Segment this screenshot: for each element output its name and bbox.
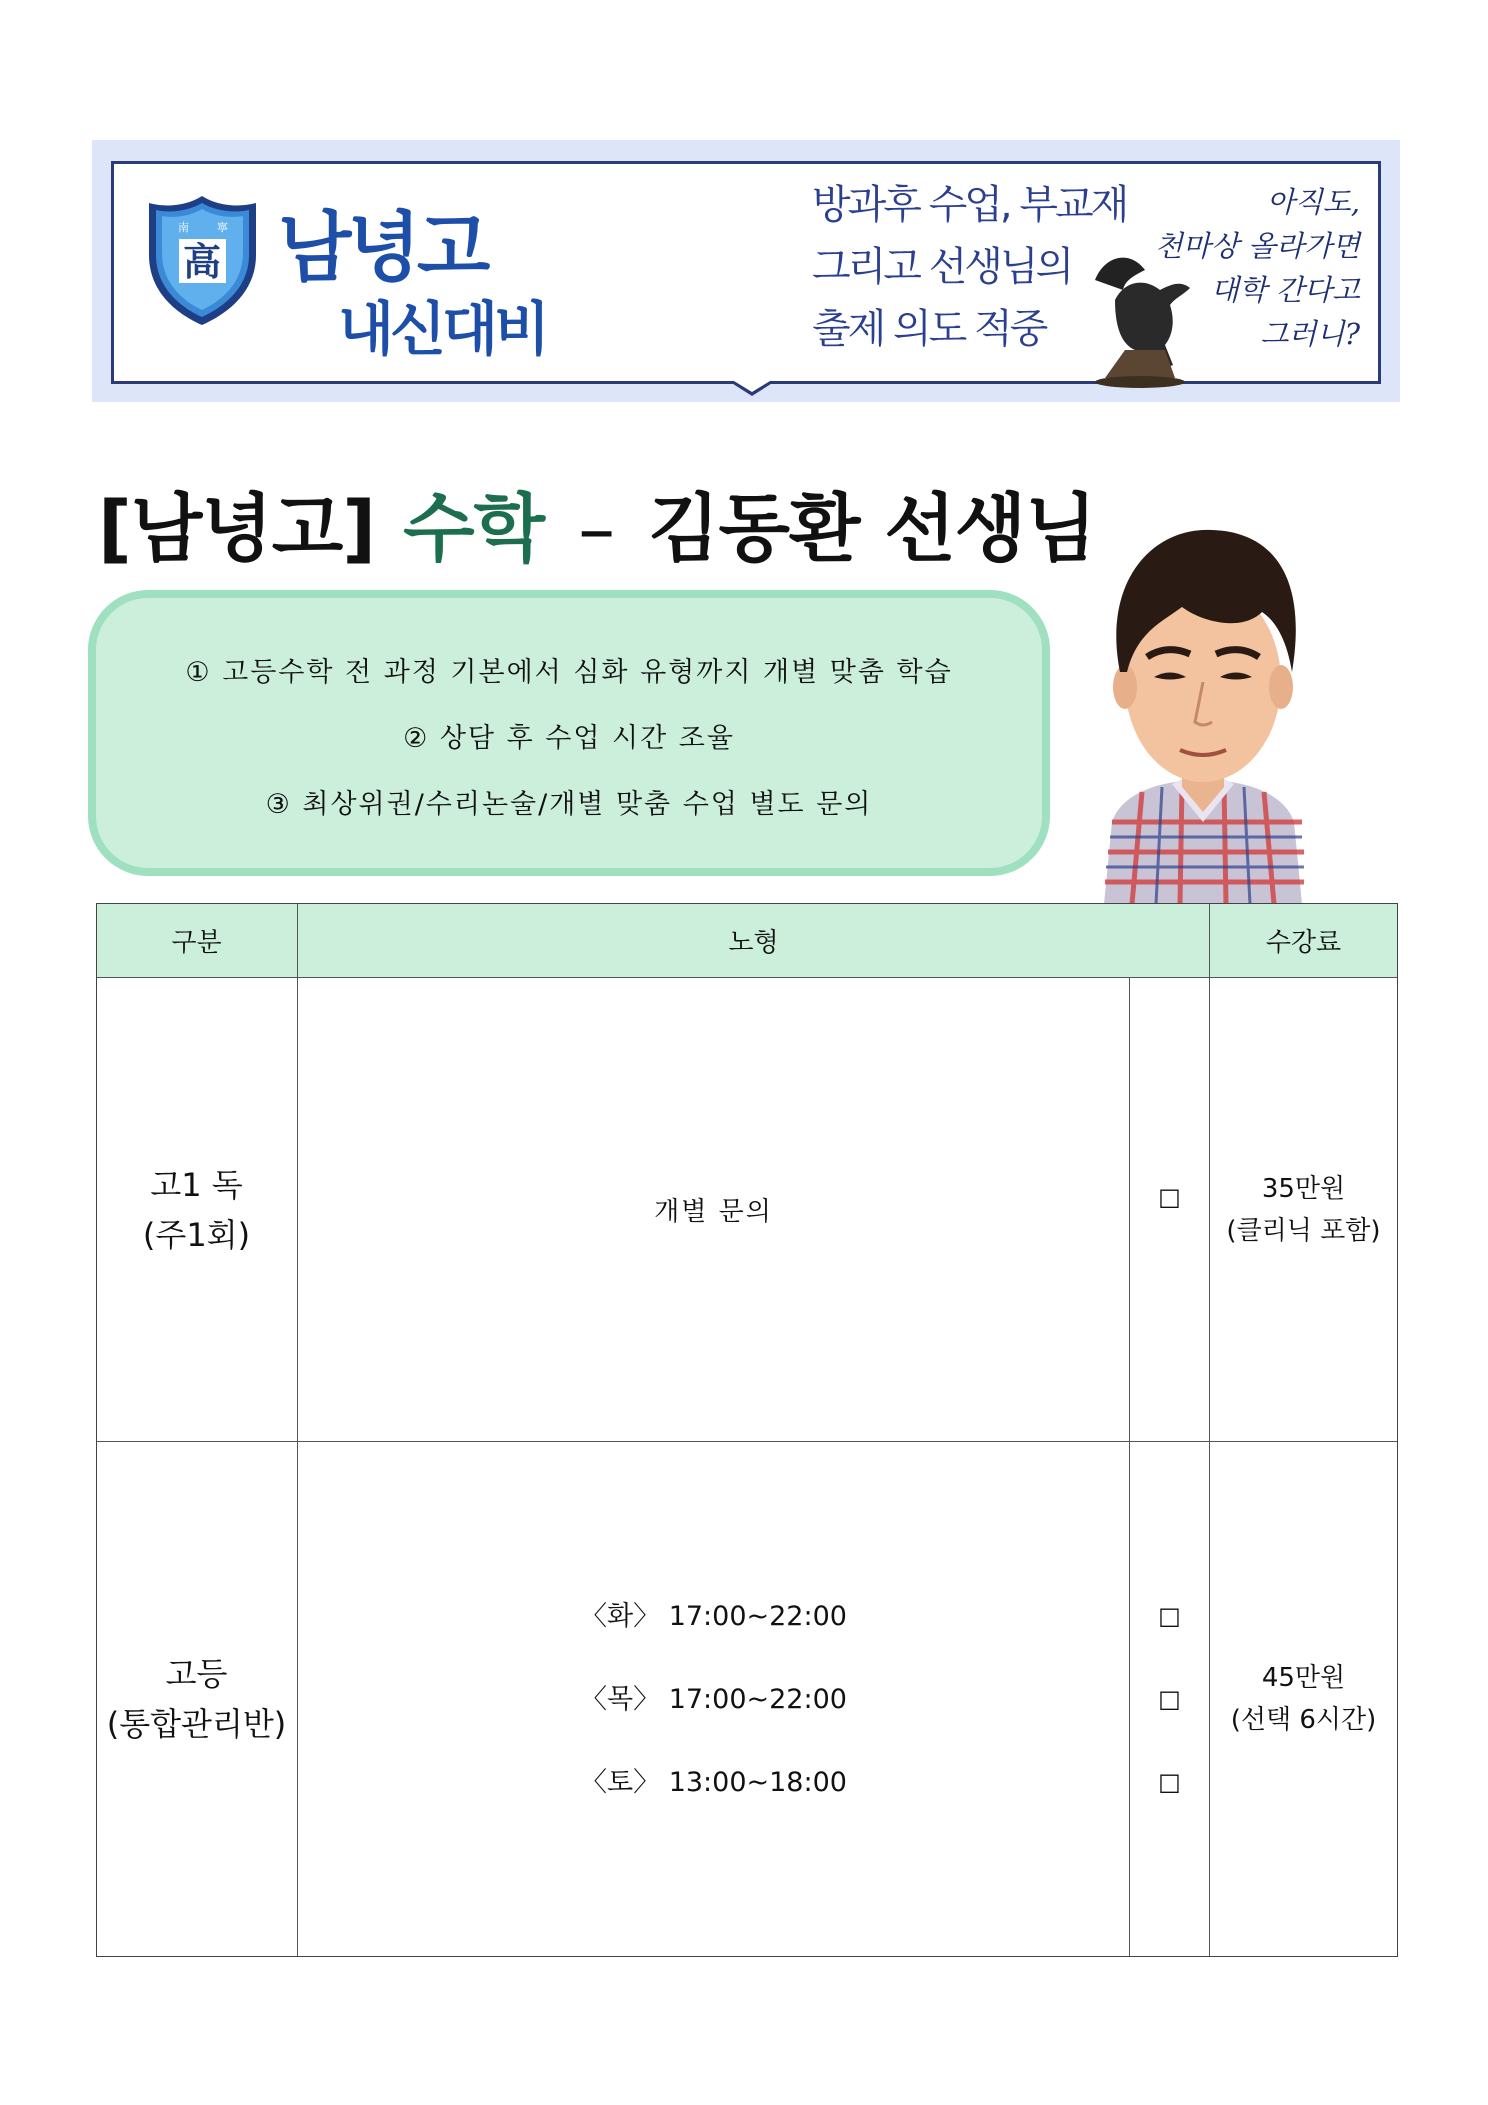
table-row-fee: 45만원 (선택 6시간) (1210, 1442, 1398, 1957)
info-line: ③ 최상위권/수리논술/개별 맞춤 수업 별도 문의 (265, 789, 873, 820)
handwritten-line: 천마상 올라가면 (1154, 229, 1360, 263)
checkbox-group (1130, 1442, 1210, 1957)
svg-text:南: 南 (178, 221, 189, 234)
info-line: ① 고등수학 전 과정 기본에서 심화 유형까지 개별 맞춤 학습 (185, 657, 953, 688)
checkbox[interactable]: □ (1158, 1767, 1181, 1796)
title-dash: – (578, 486, 615, 572)
slogan-line: 그리고 선생님의 (812, 244, 1072, 290)
header-schedule: 노형 (298, 903, 1210, 978)
banner-handwritten (1140, 180, 1360, 356)
checkbox[interactable]: □ (1158, 1684, 1181, 1713)
header-category: 구분 (96, 903, 298, 978)
slogan-line: 출제 의도 적중 (812, 306, 1046, 352)
school-subtitle: 내신대비 (338, 295, 547, 363)
school-name: 남녕고 (278, 203, 487, 292)
header-fee: 수강료 (1210, 903, 1398, 978)
banner-slogan (812, 174, 1127, 360)
title-teacher: 김동환 선생님 (648, 486, 1096, 572)
title-subject: 수학 (403, 486, 545, 572)
handwritten-line: 그러니? (1260, 317, 1360, 351)
page-title (98, 470, 1096, 576)
checkbox[interactable]: □ (1130, 978, 1210, 1442)
checkbox[interactable]: □ (1158, 1601, 1181, 1630)
table-row-schedule (298, 1442, 1130, 1957)
table-row-category: 고1 독 (주1회) (96, 978, 298, 1442)
schedule-slot: 〈목〉 17:00~22:00 (580, 1683, 847, 1715)
table-row-fee: 35만원 (클리닉 포함) (1210, 978, 1398, 1442)
schedule-slot: 〈화〉 17:00~22:00 (580, 1600, 847, 1632)
title-school: [남녕고] (98, 486, 376, 572)
info-line: ② 상담 후 수업 시간 조율 (403, 723, 735, 754)
table-row-category: 고등 (통합관리반) (96, 1442, 298, 1957)
schedule-slot: 〈토〉 13:00~18:00 (580, 1766, 847, 1798)
school-emblem-icon (145, 193, 260, 328)
handwritten-line: 대학 간다고 (1210, 273, 1360, 307)
handwritten-line: 아직도, (1266, 185, 1360, 219)
table-row-schedule: 개별 문의 (298, 978, 1130, 1442)
teacher-caricature (1092, 522, 1314, 904)
info-box (88, 590, 1050, 876)
slogan-line: 방과후 수업, 부교재 (812, 182, 1127, 228)
svg-text:高: 高 (182, 239, 222, 284)
svg-text:寧: 寧 (217, 221, 228, 234)
